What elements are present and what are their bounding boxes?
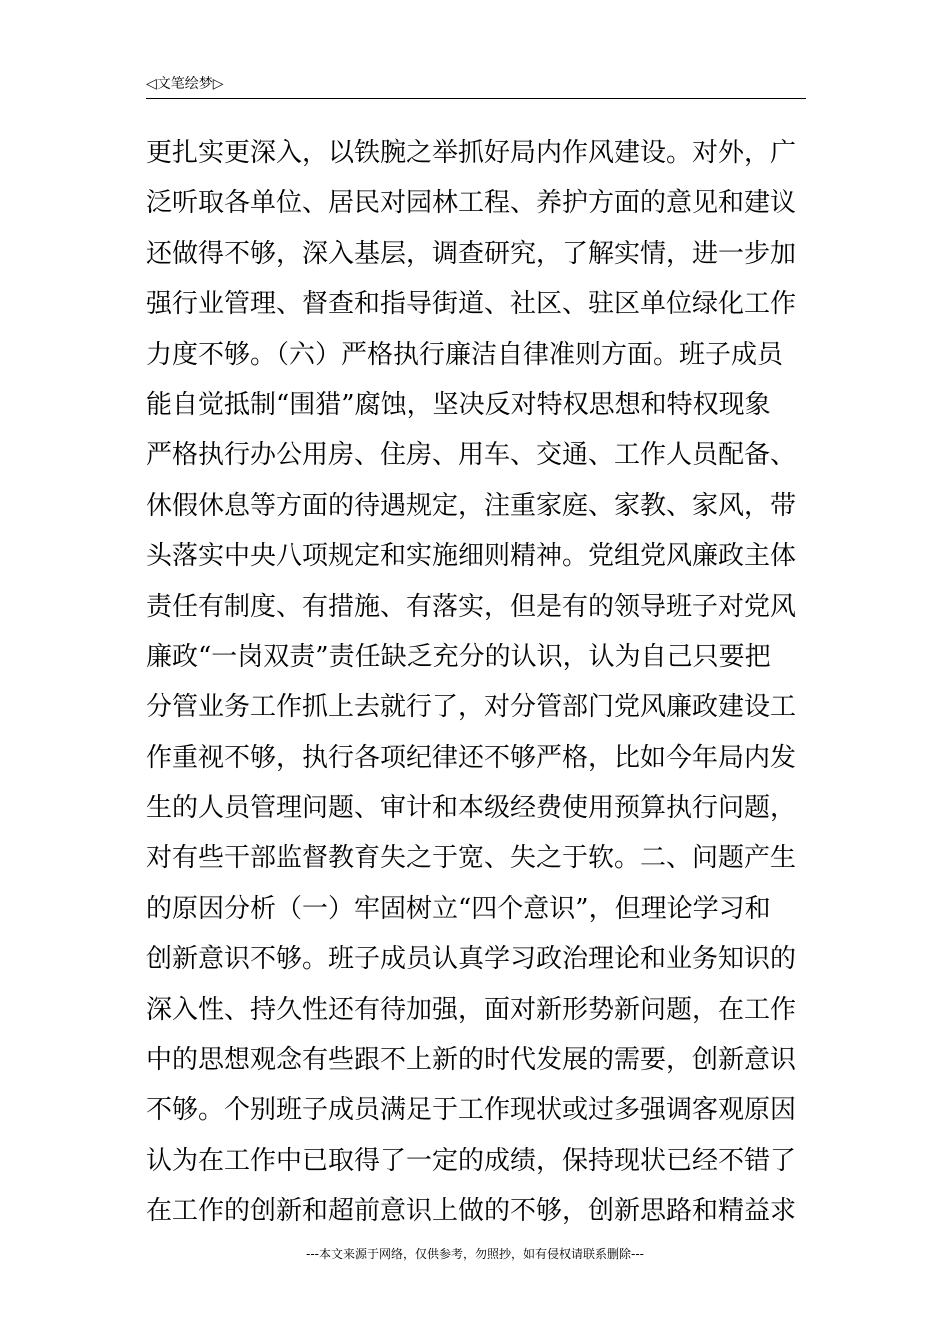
text-line: 泛听取各单位、居民对园林工程、养护方面的意见和建议 (146, 188, 797, 219)
text-line: 还做得不够，深入基层，调查研究，了解实情，进一步加 (146, 238, 797, 269)
text-line: 认为在工作中已取得了一定的成绩，保持现状已经不错了 (146, 1145, 797, 1176)
text-line: 中的思想观念有些跟不上新的时代发展的需要，创新意识 (146, 1045, 797, 1076)
text-line: 力度不够。（六）严格执行廉洁自律准则方面。班子成员 (146, 339, 784, 370)
text-line: 生的人员管理问题、审计和本级经费使用预算执行问题， (146, 793, 797, 824)
body-text (146, 128, 810, 1237)
text-line: 休假休息等方面的待遇规定，注重家庭、家教、家风，带 (146, 490, 797, 521)
text-line: 的原因分析（一）牢固树立“四个意识”，但理论学习和 (146, 893, 771, 924)
text-line: 更扎实更深入，以铁腕之举抓好局内作风建设。对外，广 (146, 138, 797, 168)
text-line: 深入性、持久性还有待加强，面对新形势新问题，在工作 (146, 994, 797, 1025)
text-line: 不够。个别班子成员满足于工作现状或过多强调客观原因 (146, 1095, 797, 1126)
text-line: 创新意识不够。班子成员认真学习政治理论和业务知识的 (146, 944, 797, 975)
text-line: 严格执行办公用房、住房、用车、交通、工作人员配备、 (146, 440, 797, 471)
text-line: 头落实中央八项规定和实施细则精神。党组党风廉政主体 (146, 541, 797, 572)
page-header (146, 74, 806, 99)
footer-disclaimer: ---本文来源于网络，仅供参考，勿照抄，如有侵权请联系删除--- (306, 1247, 644, 1261)
text-line: 作重视不够，执行各项纪律还不够严格，比如今年局内发 (146, 742, 797, 773)
text-line: 对有些干部监督教育失之于宽、失之于软。二、问题产生 (146, 843, 797, 874)
text-line: 责任有制度、有措施、有落实，但是有的领导班子对党风 (146, 591, 797, 622)
text-line: 强行业管理、督查和指导街道、社区、驻区单位绿化工作 (146, 289, 797, 320)
text-line: 分管业务工作抓上去就行了，对分管部门党风廉政建设工 (146, 692, 797, 723)
text-line: 能自觉抵制“围猎”腐蚀，坚决反对特权思想和特权现象 (146, 389, 771, 420)
header-title: ◁文笔绘梦▷ (146, 76, 224, 92)
text-line: 廉政“一岗双责”责任缺乏充分的认识，认为自己只要把 (146, 641, 771, 672)
text-line: 在工作的创新和超前意识上做的不够，创新思路和精益求 (146, 1196, 797, 1227)
